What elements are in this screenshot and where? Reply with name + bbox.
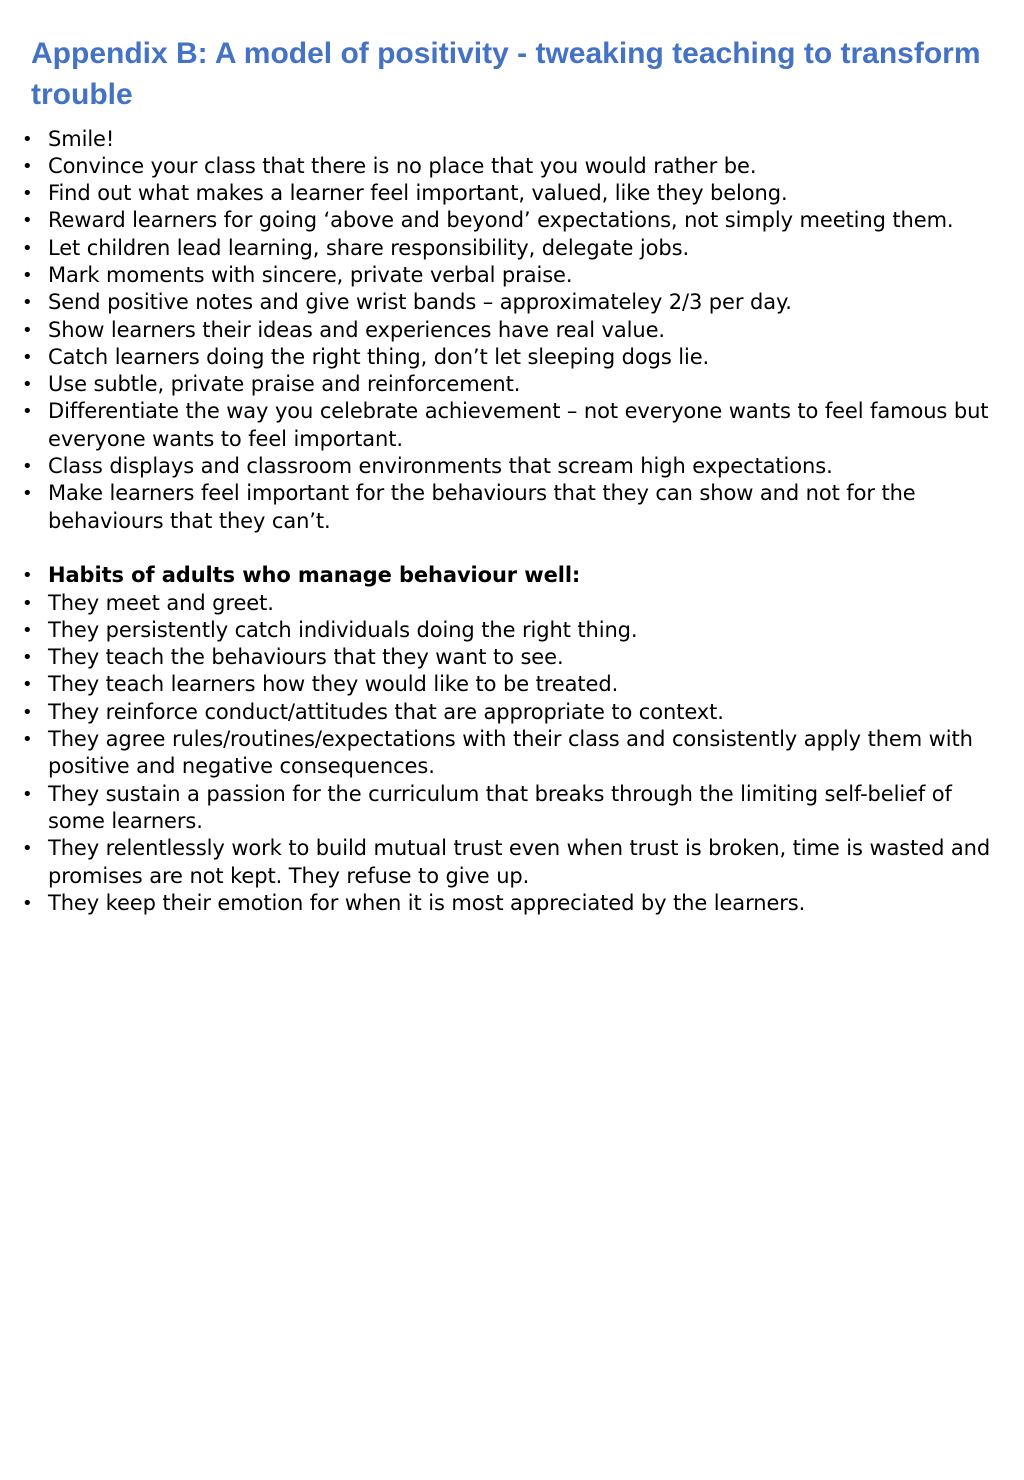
- list-item: [0, 726, 1024, 781]
- list-item: [0, 235, 1024, 262]
- bullet-icon: •: [22, 565, 33, 587]
- list-item: [0, 453, 1024, 480]
- bullet-icon: •: [22, 264, 33, 286]
- list-item-text: They sustain a passion for the curriculum that breaks through the limiting self-belief of some learners.: [48, 781, 952, 833]
- bullet-icon: •: [22, 183, 33, 205]
- section-heading: [0, 562, 1024, 589]
- bullet-icon: •: [22, 292, 33, 314]
- list-item-text: Send positive notes and give wrist bands – approximateley 2/3 per day.: [48, 290, 792, 315]
- bullet-icon: •: [22, 619, 33, 641]
- page-title: Appendix B: A model of positivity - tweaking teaching to transform trouble: [31, 37, 981, 111]
- list-item-text: Convince your class that there is no place that you would rather be.: [48, 153, 757, 178]
- list-item-text: Make learners feel important for the behaviours that they can show and not for the behaviours that they can’t.: [48, 481, 916, 533]
- list-item-text: They reinforce conduct/attitudes that are appropriate to context.: [48, 699, 724, 724]
- list-item-text: Class displays and classroom environments that scream high expectations.: [48, 454, 833, 479]
- list-item: [0, 590, 1024, 617]
- bullet-icon: •: [22, 729, 33, 751]
- bullet-icon: •: [22, 783, 33, 805]
- list-item: [0, 480, 1024, 535]
- bullet-icon: •: [22, 701, 33, 723]
- section-heading-text: Habits of adults who manage behaviour well:: [48, 563, 581, 588]
- bullet-icon: •: [22, 374, 33, 396]
- list-item-text: They keep their emotion for when it is most appreciated by the learners.: [48, 890, 806, 915]
- list-item: [0, 153, 1024, 180]
- list-item: [0, 289, 1024, 316]
- list-item-text: They teach the behaviours that they want to see.: [48, 645, 564, 670]
- bullet-icon: •: [22, 210, 33, 232]
- list-item-text: Show learners their ideas and experiences have real value.: [48, 317, 665, 342]
- list-item: [0, 617, 1024, 644]
- list-item: [0, 890, 1024, 917]
- list-item: [0, 835, 1024, 890]
- bullet-icon: •: [22, 892, 33, 914]
- list-item: [0, 398, 1024, 453]
- bullet-icon: •: [22, 483, 33, 505]
- list-item-text: Let children lead learning, share responsibility, delegate jobs.: [48, 235, 690, 260]
- list-item: [0, 317, 1024, 344]
- list-item-text: Reward learners for going ‘above and beyond’ expectations, not simply meeting them.: [48, 208, 954, 233]
- list-item-text: Mark moments with sincere, private verbal praise.: [48, 262, 573, 287]
- list-item: [0, 126, 1024, 153]
- list-item-text: Find out what makes a learner feel important, valued, like they belong.: [48, 181, 788, 206]
- bullet-icon: •: [22, 155, 33, 177]
- bullet-icon: •: [22, 647, 33, 669]
- list-item: [0, 699, 1024, 726]
- list-item: [0, 344, 1024, 371]
- list-item-text: They persistently catch individuals doing the right thing.: [48, 617, 638, 642]
- list-item: [0, 180, 1024, 207]
- list-item-text: They teach learners how they would like to be treated.: [48, 672, 619, 697]
- bullet-icon: •: [22, 838, 33, 860]
- bullet-icon: •: [22, 456, 33, 478]
- list-item: [0, 262, 1024, 289]
- bullet-icon: •: [22, 128, 33, 150]
- list-item-text: Use subtle, private praise and reinforcement.: [48, 372, 521, 397]
- bullet-icon: •: [22, 346, 33, 368]
- list-item-text: They meet and greet.: [48, 590, 274, 615]
- blank-line: [0, 535, 1024, 562]
- bullet-icon: •: [22, 237, 33, 259]
- list-item-text: They relentlessly work to build mutual trust even when trust is broken, time is wasted and promises are not kept. They refuse to give up.: [48, 836, 991, 888]
- list-item: [0, 207, 1024, 234]
- bullet-icon: •: [22, 319, 33, 341]
- bullet-list: [0, 126, 1024, 918]
- list-item: [0, 371, 1024, 398]
- bullet-icon: •: [22, 592, 33, 614]
- bullet-icon: •: [22, 401, 33, 423]
- list-item: [0, 781, 1024, 836]
- list-item-text: Smile!: [48, 126, 115, 151]
- list-item-text: Differentiate the way you celebrate achievement – not everyone wants to feel famous but everyone wants to feel important.: [48, 399, 989, 451]
- list-item-text: They agree rules/routines/expectations with their class and consistently apply them with positive and negative consequences.: [48, 727, 973, 779]
- bullet-icon: •: [22, 674, 33, 696]
- list-item-text: Catch learners doing the right thing, don’t let sleeping dogs lie.: [48, 344, 710, 369]
- list-item: [0, 671, 1024, 698]
- list-item: [0, 644, 1024, 671]
